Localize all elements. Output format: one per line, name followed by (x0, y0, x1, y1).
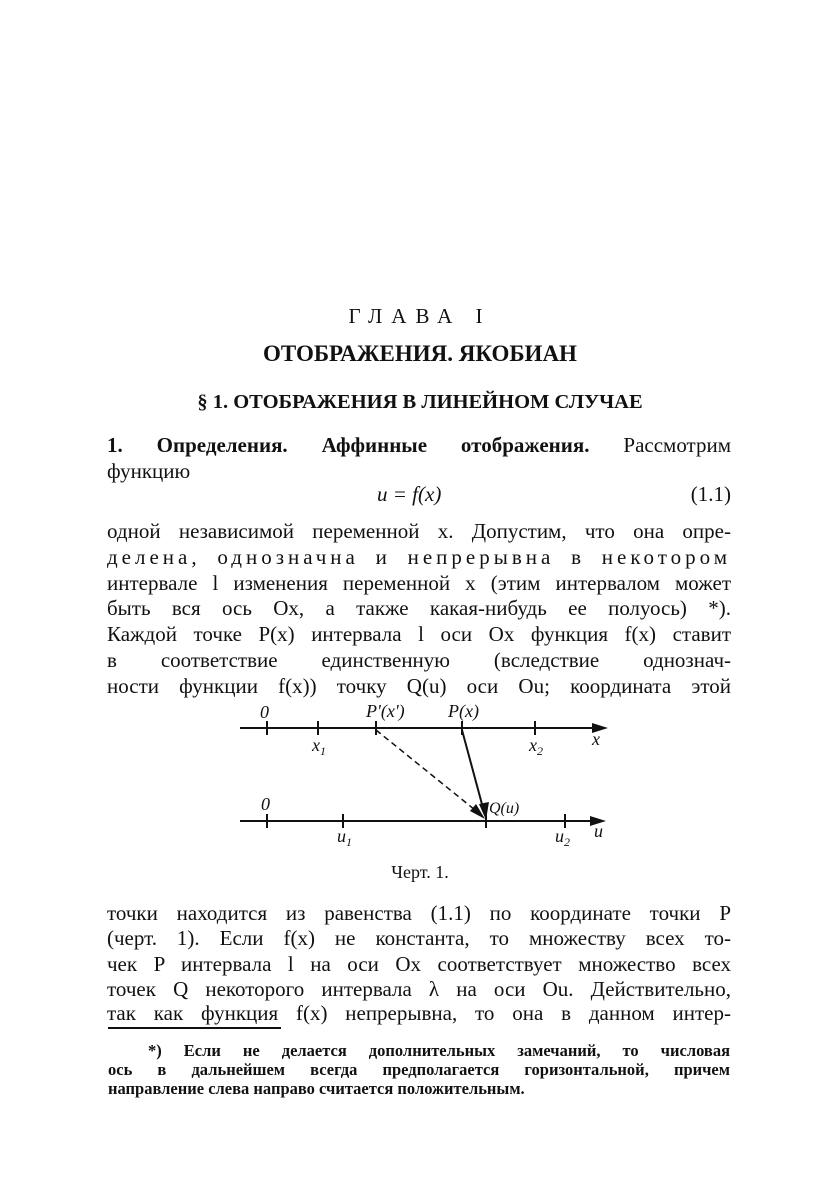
para2-line: интервале l изменения переменной x (этим интервалом может (107, 571, 731, 595)
equation: u = f(x) (377, 482, 442, 506)
para1-line-1 (107, 432, 731, 458)
chapter-label: ГЛАВА I (348, 304, 492, 328)
para2-line: одной независимой переменной x. Допустим, что она опре- (107, 519, 731, 543)
para1-line-1-rest: Рассмотрим (623, 433, 732, 457)
para2-line: делена, однозначна и непрерывна в некотором (107, 545, 731, 569)
footnote-divider (108, 1027, 281, 1029)
solid-mapping-line (462, 730, 483, 808)
label-u2: $u_2$ (555, 826, 570, 849)
label-x2: $x_2$ (529, 735, 543, 758)
para2-line: в соответствие единственную (вследствие однознач- (107, 648, 731, 672)
para1-line-2: функцию (107, 459, 191, 483)
para3-line: точек Q некоторого интервала λ на оси Ou. Действительно, (107, 977, 731, 1001)
label-p: P(x) (448, 701, 479, 721)
label-x1: $x_1$ (312, 735, 326, 758)
label-x-axis: x (592, 729, 600, 749)
solid-arrowhead (479, 802, 489, 820)
para3-line: точки находится из равенства (1.1) по координате точки P (107, 901, 731, 925)
para2-line: Каждой точке P(x) интервала l оси Ox функция f(x) ставит (107, 622, 731, 646)
label-p-prime: P'(x') (366, 701, 405, 721)
chapter-title: ОТОБРАЖЕНИЯ. ЯКОБИАН (263, 341, 577, 366)
label-u1: $u_1$ (337, 826, 352, 849)
label-q: Q(u) (489, 800, 520, 817)
para3-line: чек P интервала l на оси Ox соответствует множество всех (107, 952, 731, 976)
para3-line: (черт. 1). Если f(x) не константа, то множеству всех то- (107, 926, 731, 950)
label-o-bottom: 0 (261, 794, 270, 814)
label-o-top: 0 (260, 702, 269, 722)
section-title: § 1. ОТОБРАЖЕНИЯ В ЛИНЕЙНОМ СЛУЧАЕ (197, 391, 643, 413)
subheading: 1. Определения. Аффинные отображения. (107, 433, 590, 457)
footnote-line: направление слева направо считается положительным. (108, 1079, 525, 1098)
mapping-figure (230, 700, 610, 850)
figure-caption: Черт. 1. (391, 862, 449, 882)
equation-number: (1.1) (690, 482, 731, 506)
footnote-line: *) Если не делается дополнительных замечаний, то числовая (148, 1041, 730, 1060)
footnote-line: ось в дальнейшем всегда предполагается горизонтальной, причем (108, 1060, 730, 1079)
para2-line: ности функции f(x)) точку Q(u) оси Ou; координата этой (107, 674, 731, 698)
label-u-axis: u (594, 821, 603, 841)
para2-line: быть вся ось Ox, а также какая-нибудь ее полуось) *). (107, 596, 731, 620)
para3-line: так как функция f(x) непрерывна, то она в данном интер- (107, 1001, 731, 1025)
